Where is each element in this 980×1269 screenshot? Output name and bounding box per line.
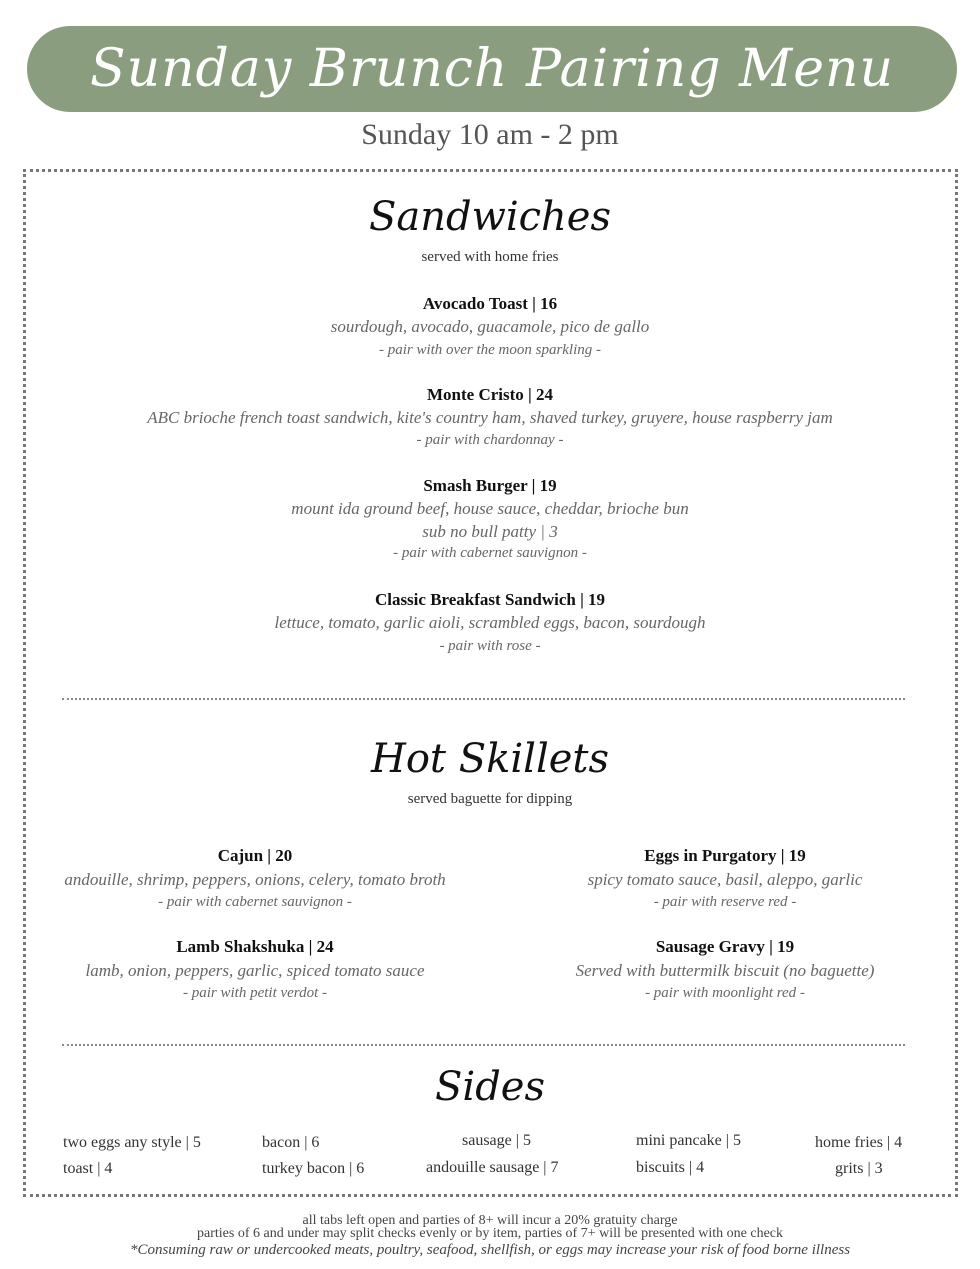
skillet-item (20, 846, 490, 911)
side-item: grits | 3 (835, 1160, 883, 1177)
title-banner (27, 26, 957, 112)
item-substitution: sub no bull patty | 3 (422, 522, 558, 541)
side-item: biscuits | 4 (636, 1159, 705, 1176)
item-pairing: - pair with cabernet sauvignon - (393, 545, 587, 561)
menu-title: Sunday Brunch Pairing Menu (89, 39, 895, 99)
sandwiches-note: served with home fries (421, 249, 559, 265)
item-description: mount ida ground beef, house sauce, cheddar, brioche bun (291, 499, 689, 518)
side-item: andouille sausage | 7 (426, 1159, 559, 1176)
item-name: Sausage Gravy | 19 (655, 937, 795, 956)
skillet-item (490, 846, 960, 911)
item-name: Lamb Shakshuka | 24 (176, 937, 334, 956)
side-item: mini pancake | 5 (636, 1132, 741, 1149)
section-title-skillets: Hot Skillets (370, 736, 610, 782)
item-description: andouille, shrimp, peppers, onions, celery, tomato broth (64, 870, 446, 889)
item-name: Eggs in Purgatory | 19 (644, 846, 806, 865)
side-item: home fries | 4 (815, 1134, 903, 1151)
section-title-sides: Sides (435, 1064, 545, 1110)
section-divider (62, 698, 905, 700)
item-pairing: - pair with petit verdot - (182, 985, 327, 1001)
side-item: turkey bacon | 6 (262, 1160, 365, 1177)
split-check-notice: parties of 6 and under may split checks evenly or by item, parties of 7+ will be presented with one check (197, 1226, 783, 1241)
section-title-sandwiches: Sandwiches (368, 194, 611, 240)
service-hours: Sunday 10 am - 2 pm (361, 118, 619, 151)
item-description: sourdough, avocado, guacamole, pico de gallo (330, 317, 650, 336)
skillet-item (490, 937, 960, 1002)
item-pairing: - pair with chardonnay - (416, 432, 564, 448)
item-name: Classic Breakfast Sandwich | 19 (374, 590, 606, 609)
skillet-item (20, 937, 490, 1002)
side-item: sausage | 5 (462, 1132, 531, 1149)
gratuity-notice: all tabs left open and parties of 8+ will incur a 20% gratuity charge (302, 1213, 678, 1228)
item-name: Avocado Toast | 16 (422, 294, 558, 313)
item-name: Monte Cristo | 24 (426, 385, 554, 404)
side-item: bacon | 6 (262, 1134, 320, 1151)
item-name: Smash Burger | 19 (423, 476, 557, 495)
item-description: spicy tomato sauce, basil, aleppo, garlic (587, 870, 863, 889)
item-pairing: - pair with cabernet sauvignon - (158, 894, 352, 910)
item-description: lettuce, tomato, garlic aioli, scrambled eggs, bacon, sourdough (274, 613, 706, 632)
item-description: lamb, onion, peppers, garlic, spiced tomato sauce (85, 961, 425, 980)
item-description: Served with buttermilk biscuit (no baguette) (575, 961, 875, 980)
skillets-note: served baguette for dipping (407, 791, 573, 807)
side-item: toast | 4 (63, 1160, 113, 1177)
item-pairing: - pair with over the moon sparkling - (378, 342, 602, 358)
item-description: ABC brioche french toast sandwich, kite's country ham, shaved turkey, gruyere, house raspberry jam (147, 408, 833, 427)
section-divider (62, 1044, 905, 1046)
side-item: two eggs any style | 5 (63, 1134, 201, 1151)
item-pairing: - pair with rose - (439, 638, 541, 654)
item-pairing: - pair with moonlight red - (645, 985, 805, 1001)
item-name: Cajun | 20 (217, 846, 293, 865)
item-pairing: - pair with reserve red - (653, 894, 797, 910)
health-disclaimer: *Consuming raw or undercooked meats, poultry, seafood, shellfish, or eggs may increase your risk of food borne illness (129, 1242, 851, 1258)
